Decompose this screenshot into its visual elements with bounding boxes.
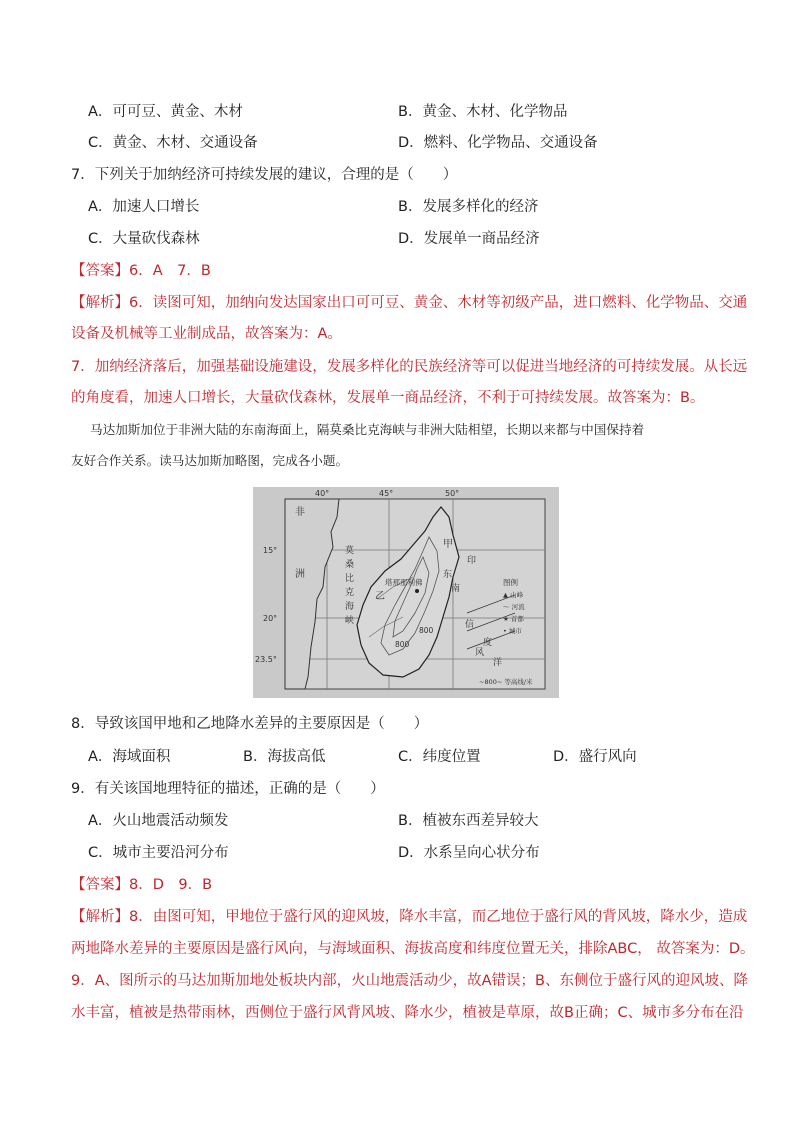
analysis-block-1-line2: 设备及机械等工业制成品，故答案为：A。 (71, 326, 342, 342)
analysis-text: 8．由图可知，甲地位于盛行风的迎风坡，降水丰富，而乙地位于盛行风的背风坡，降水少，造成 (129, 909, 748, 925)
analysis-block-2-line4: 水丰富，植被是热带雨林，西侧位于盛行风背风坡、降水少，植被是草原，故B正确；C、城市多分布在沿 (71, 1005, 744, 1021)
contour-label-1: 800 (395, 640, 410, 649)
capital-label: 塔那那利佛 (385, 578, 423, 587)
q8-option-d: D．盛行风向 (553, 749, 637, 765)
analysis-block-1-line4: 的角度看，加速人口增长，大量砍伐森林，发展单一商品经济，不利于可持续发展。故答案为：B。 (71, 390, 705, 406)
wind-label-1: 东 (443, 570, 453, 580)
contour-label-2: 800 (419, 626, 434, 635)
q6-option-b: B．黄金、木材、化学物品 (398, 104, 568, 120)
analysis-text: 6．读图可知，加纳向发达国家出口可可豆、黄金、木材等初级产品，进口燃料、化学物品、交通 (129, 295, 748, 311)
legend-peak: ▲ 山峰 (503, 591, 524, 599)
legend-river: ～ 河流 (503, 603, 525, 611)
lon-label-40: 40° (315, 489, 330, 498)
analysis-block-1-line3: 7．加纳经济落后，加强基础设施建设，发展多样化的民族经济等可以促进当地经济的可持续发展。从长远 (71, 359, 748, 375)
analysis-label: 【解析】 (71, 295, 129, 311)
africa-label-1: 非 (295, 507, 305, 518)
analysis-block-1-line1 (71, 293, 748, 313)
q6-option-d: D．燃料、化学物品、交通设备 (398, 135, 598, 151)
analysis-block-2-line1 (71, 907, 748, 927)
wind-label-4: 风 (475, 648, 485, 658)
q7-stem: 7．下列关于加纳经济可持续发展的建议，合理的是（ ） (71, 167, 458, 183)
wind-label-3: 信 (465, 620, 475, 630)
lat-label-15: 15° (263, 546, 278, 555)
ocean-label-1: 印 (467, 556, 477, 566)
analysis-label: 【解析】 (71, 909, 129, 925)
answer-block-2 (71, 875, 212, 895)
jia-label: 甲 (443, 539, 453, 550)
channel-label-4: 克 (345, 588, 355, 598)
answer-label: 【答案】 (71, 263, 129, 279)
madagascar-map (253, 487, 559, 698)
legend-city: • 城市 (503, 627, 522, 635)
answer-text: 8．D 9．B (129, 877, 213, 893)
analysis-block-2-line3: 9．A、图所示的马达加斯加地处板块内部，火山地震活动少，故A错误；B、东侧位于盛行风的迎风坡、降 (71, 973, 749, 989)
legend-capital: ★ 首都 (503, 615, 524, 623)
q9-option-b: B．植被东西差异较大 (398, 813, 539, 829)
passage-line-2: 友好合作关系。读马达加斯加略图，完成各小题。 (71, 453, 349, 468)
q7-option-d: D．发展单一商品经济 (398, 231, 540, 247)
channel-label-1: 莫 (345, 546, 355, 556)
q8-stem: 8．导致该国甲地和乙地降水差异的主要原因是（ ） (71, 716, 429, 732)
ocean-label-3: 洋 (493, 658, 503, 668)
q7-option-b: B．发展多样化的经济 (398, 199, 539, 215)
legend-contour: ~800~ 等高线/米 (479, 678, 533, 686)
q6-option-c: C．黄金、木材、交通设备 (88, 135, 258, 151)
lon-label-45: 45° (379, 489, 394, 498)
q9-option-d: D．水系呈向心状分布 (398, 845, 540, 861)
africa-label-2: 洲 (295, 569, 305, 580)
wind-label-2: 南 (451, 584, 461, 594)
q8-option-a: A．海域面积 (88, 749, 171, 765)
q9-option-c: C．城市主要沿河分布 (88, 845, 229, 861)
channel-label-6: 峡 (345, 616, 355, 626)
q8-option-b: B．海拔高低 (243, 749, 326, 765)
ocean-label-2: 度 (483, 638, 493, 648)
lat-label-20: 20° (263, 614, 278, 623)
answer-text: 6．A 7．B (129, 263, 211, 279)
channel-label-5: 海 (345, 602, 355, 612)
q8-option-c: C．纬度位置 (398, 749, 481, 765)
analysis-block-2-line2: 两地降水差异的主要原因是盛行风向，与海域面积、海拔高度和纬度位置无关，排除ABC， 故答案为：D。 (71, 941, 755, 957)
lon-label-50: 50° (445, 489, 460, 498)
lat-label-23-5: 23.5° (255, 655, 277, 664)
answer-label: 【答案】 (71, 877, 129, 893)
yi-label: 乙 (375, 591, 385, 602)
legend-title: 图例 (503, 578, 518, 587)
q7-option-a: A．加速人口增长 (88, 199, 200, 215)
q7-option-c: C．大量砍伐森林 (88, 231, 200, 247)
q9-option-a: A．火山地震活动频发 (88, 813, 229, 829)
channel-label-2: 桑 (345, 560, 355, 570)
answer-block-1 (71, 261, 211, 281)
passage-line-1: 马达加斯加位于非洲大陆的东南海面上，隔莫桑比克海峡与非洲大陆相望，长期以来都与中国保持着 (90, 422, 645, 437)
channel-label-3: 比 (345, 574, 355, 584)
q6-option-a: A．可可豆、黄金、木材 (88, 104, 243, 120)
q9-stem: 9．有关该国地理特征的描述，正确的是（ ） (71, 781, 385, 797)
